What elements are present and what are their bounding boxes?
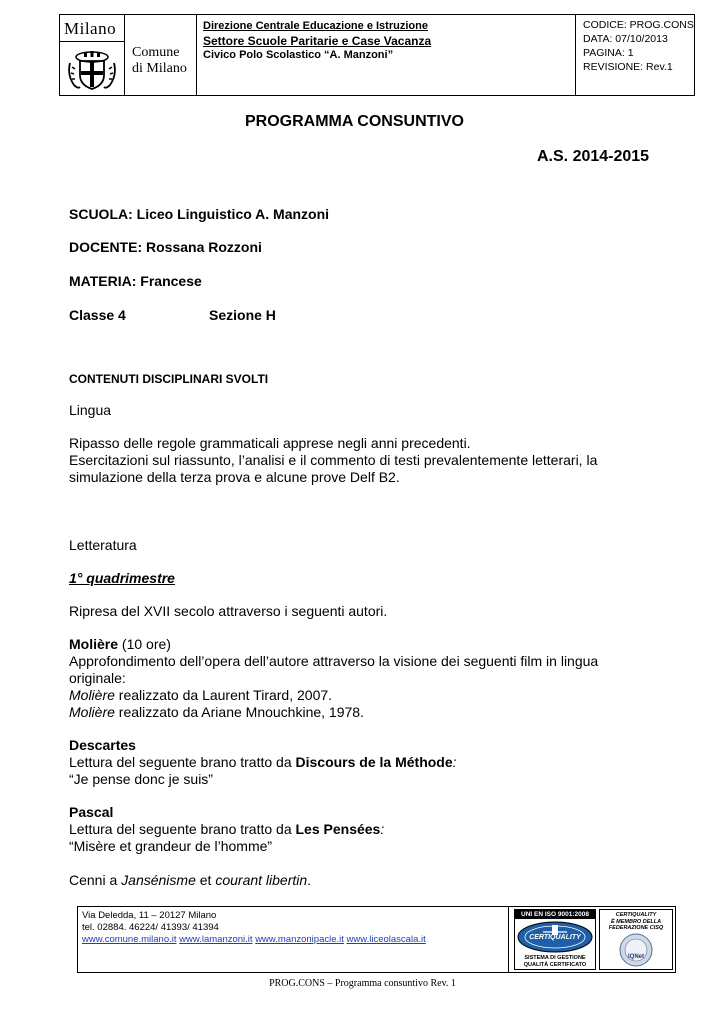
page-footer-line: PROG.CONS – Programma consuntivo Rev. 1: [269, 978, 456, 989]
data: DATA: 07/10/2013: [583, 33, 668, 45]
footer-tel: tel. 02884. 46224/ 41393/ 41394: [82, 922, 219, 933]
logo-cell: [60, 15, 197, 95]
page-title: PROGRAMMA CONSUNTIVO: [245, 113, 464, 130]
materia: MATERIA: Francese: [69, 273, 202, 289]
moliere-desc: Approfondimento dell’opera dell’autore attraverso la visione dei seguenti film in lingua: [69, 653, 599, 669]
letteratura-heading: Letteratura: [69, 537, 137, 553]
pascal-section: Pascal Lettura del seguente brano tratto da Les Pensées: “Misère et grandeur de l’homme”: [69, 804, 385, 854]
codice: CODICE: PROG.CONS: [583, 19, 694, 31]
descartes-name: Descartes: [69, 737, 136, 753]
footer-contact: [82, 910, 426, 946]
link-manzonipacle[interactable]: www.manzonipacle.it: [255, 934, 344, 945]
lingua-text: Ripasso delle regole grammaticali apprese negli anni precedenti. Esercitazioni sul riassunto, l’analisi e il commento di testi prevalentemente letterari, la simulazione della terza prova e alcune prove Delf B2.: [69, 435, 598, 485]
classe: Classe 4: [69, 307, 126, 323]
header-line-settore: Settore Scuole Paritarie e Case Vacanza: [203, 33, 432, 48]
docente: DOCENTE: Rossana Rozzoni: [69, 239, 262, 255]
certiquality-badge: UNI EN ISO 9001:2008 CERTIQUALITY SISTEMA DI GESTIONE QUALITÀ CERTIFICATO: [514, 909, 596, 970]
document-header: [59, 14, 695, 96]
cisq-badge: CERTIQUALITY È MEMBRO DELLA FEDERAZIONE CISQ IQNet: [599, 909, 673, 970]
link-liceolascala[interactable]: www.liceolascala.it: [346, 934, 426, 945]
scuola: SCUOLA: Liceo Linguistico A. Manzoni: [69, 206, 330, 222]
cisq-seal-icon: [600, 932, 672, 968]
contenuti-heading: CONTENUTI DISCIPLINARI SVOLTI: [69, 372, 269, 386]
footer-address: Via Deledda, 11 – 20127 Milano: [82, 910, 217, 921]
moliere-name: Molière: [69, 636, 119, 652]
footer-links: [82, 934, 426, 946]
header-line-direzione: Direzione Centrale Educazione e Istruzione: [203, 20, 428, 32]
moliere-section: Molière (10 ore) Approfondimento dell’opera dell’autore attraverso la visione dei seguenti film in lingua originale: Molière realizzato da Laurent Tirard, 2007. Molière realizzato da Ariane Mnouchkine, 1978.: [69, 636, 656, 721]
intro-text: Ripresa del XVII secolo attraverso i seguenti autori.: [69, 603, 388, 619]
milano-crest-icon: [66, 49, 118, 91]
header-line-polo: Civico Polo Scolastico “A. Manzoni”: [203, 49, 394, 61]
pascal-name: Pascal: [69, 804, 114, 820]
sezione: Sezione H: [209, 307, 276, 323]
link-lamanzoni[interactable]: www.lamanzoni.it: [179, 934, 253, 945]
comune-logo-text: Comune di Milano: [132, 45, 187, 76]
cenni-text: Cenni a Jansénisme et courant libertin.: [69, 872, 312, 888]
header-department: [203, 19, 431, 63]
pagina: PAGINA: 1: [583, 47, 634, 59]
footer-box: [77, 906, 676, 973]
descartes-section: Descartes Lettura del seguente brano tratto da Discours de la Méthode: “Je pense donc je suis”: [69, 737, 457, 787]
link-comune[interactable]: www.comune.milano.it: [82, 934, 177, 945]
revisione: REVISIONE: Rev.1: [583, 61, 673, 73]
quadrimestre-heading: 1° quadrimestre: [69, 570, 175, 586]
school-year: A.S. 2014-2015: [537, 148, 650, 165]
milano-logo-word: Milano: [64, 19, 117, 38]
header-meta-cell: [575, 15, 695, 95]
lingua-heading: Lingua: [69, 402, 112, 418]
